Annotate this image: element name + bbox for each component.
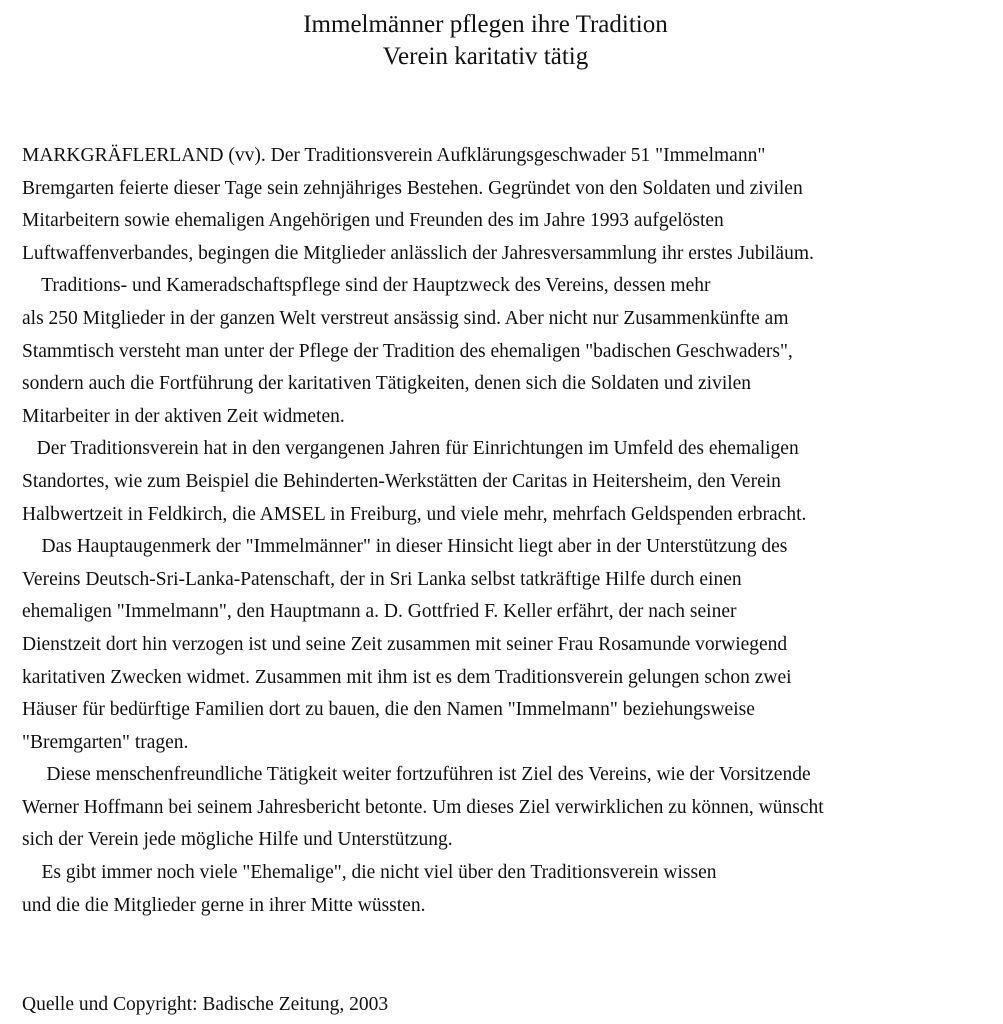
article-line: Halbwertzeit in Feldkirch, die AMSEL in Freiburg, und viele mehr, mehrfach Geldspenden erbracht.: [22, 503, 807, 525]
article-line: Vereins Deutsch-Sri-Lanka-Patenschaft, der in Sri Lanka selbst tatkräftige Hilfe durch einen: [22, 568, 742, 590]
article-line: "Bremgarten" tragen.: [22, 731, 189, 753]
article-line: Werner Hoffmann bei seinem Jahresbericht betonte. Um dieses Ziel verwirklichen zu können, wünscht: [22, 796, 824, 818]
article-line: karitativen Zwecken widmet. Zusammen mit ihm ist es dem Traditionsverein gelungen schon zwei: [22, 666, 792, 688]
article-line: Traditions- und Kameradschaftspflege sind der Hauptzweck des Vereins, dessen mehr: [22, 275, 711, 297]
article-line: und die die Mitglieder gerne in ihrer Mitte wüssten.: [22, 894, 426, 916]
article-body: [22, 140, 972, 922]
article-line: Der Traditionsverein hat in den vergangenen Jahren für Einrichtungen im Umfeld des ehemaligen: [22, 438, 799, 460]
article-line: sondern auch die Fortführung der karitativen Tätigkeiten, denen sich die Soldaten und zivilen: [22, 373, 752, 395]
article-line: Stammtisch versteht man unter der Pflege der Tradition des ehemaligen "badischen Geschwaders",: [22, 340, 793, 362]
article-line: Diese menschenfreundliche Tätigkeit weiter fortzuführen ist Ziel des Vereins, wie der Vorsitzende: [22, 764, 811, 786]
article-line: Häuser für bedürftige Familien dort zu bauen, die den Namen "Immelmann" beziehungsweise: [22, 699, 755, 721]
article-line: Es gibt immer noch viele "Ehemalige", die nicht viel über den Traditionsverein wissen: [22, 862, 717, 884]
article-line: ehemaligen "Immelmann", den Hauptmann a. D. Gottfried F. Keller erfährt, der nach seiner: [22, 601, 737, 623]
article-line: Mitarbeiter in der aktiven Zeit widmeten.: [22, 405, 345, 427]
article-line: Standortes, wie zum Beispiel die Behinderten-Werkstätten der Caritas in Heitersheim, den Verein: [22, 470, 781, 492]
headline-title: Immelmänner pflegen ihre Tradition: [303, 11, 668, 38]
headline-subtitle: Verein karitativ tätig: [382, 43, 589, 70]
article-line: Dienstzeit dort hin verzogen ist und seine Zeit zusammen mit seiner Frau Rosamunde vorwiegend: [22, 633, 788, 655]
article-line: Bremgarten feierte dieser Tage sein zehnjähriges Bestehen. Gegründet von den Soldaten und zivilen: [22, 177, 803, 199]
article-line: Mitarbeitern sowie ehemaligen Angehörigen und Freunden des im Jahre 1993 aufgelösten: [22, 210, 724, 232]
headline: [0, 9, 971, 73]
source-credit: Quelle und Copyright: Badische Zeitung, 2003: [22, 994, 389, 1015]
article-line: Luftwaffenverbandes, begingen die Mitglieder anlässlich der Jahresversammlung ihr erstes Jubiläum.: [22, 242, 814, 264]
article-line: MARKGRÄFLERLAND (vv). Der Traditionsverein Aufklärungsgeschwader 51 "Immelmann": [22, 145, 766, 166]
article-line: sich der Verein jede mögliche Hilfe und Unterstützung.: [22, 829, 453, 851]
article-line: Das Hauptaugenmerk der "Immelmänner" in dieser Hinsicht liegt aber in der Unterstützung des: [22, 536, 788, 558]
article-line: als 250 Mitglieder in der ganzen Welt verstreut ansässig sind. Aber nicht nur Zusammenkünfte am: [22, 307, 789, 329]
